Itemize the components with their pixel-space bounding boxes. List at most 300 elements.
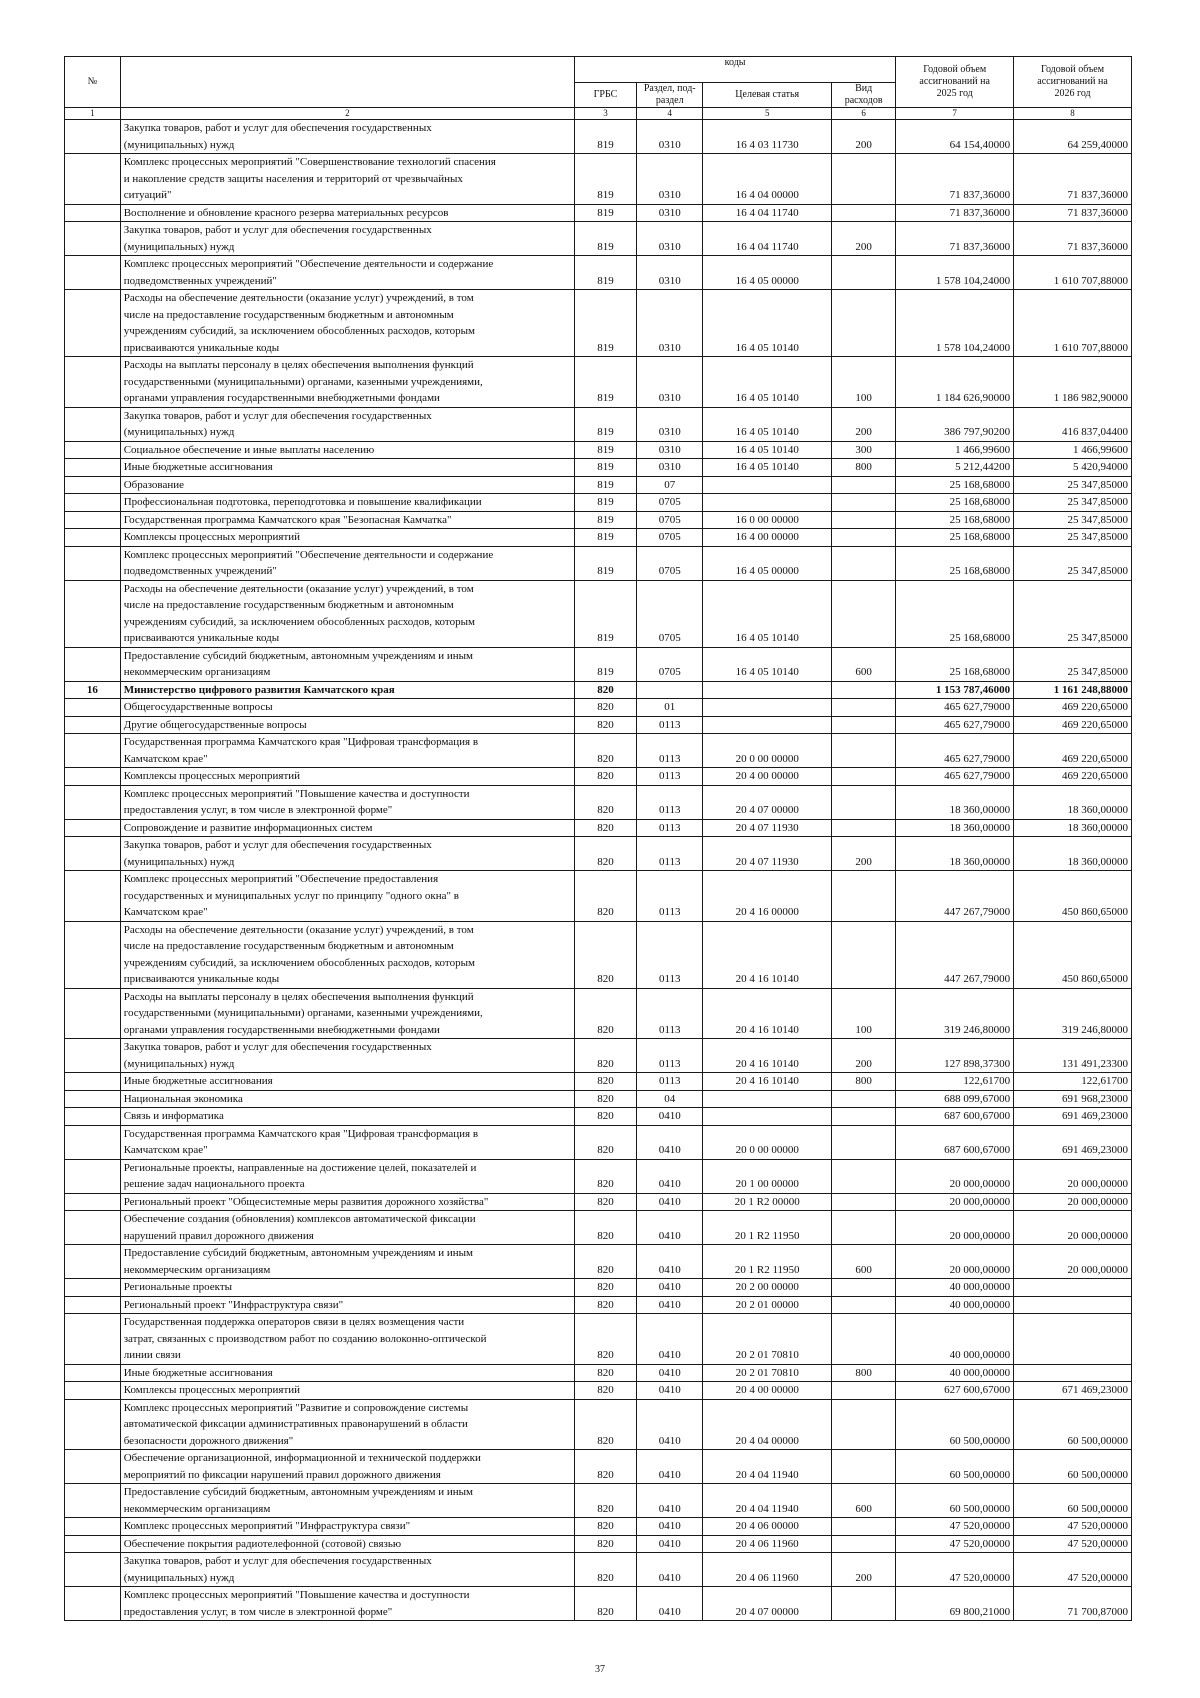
amount-2025: 18 360,00000 bbox=[896, 819, 1014, 837]
section-code: 0310 bbox=[637, 204, 703, 222]
amount-2026: 25 347,85000 bbox=[1014, 546, 1132, 580]
row-number bbox=[65, 459, 121, 477]
expense-type-code bbox=[832, 1518, 896, 1536]
grbs-code: 820 bbox=[574, 1279, 636, 1297]
item-name bbox=[120, 681, 574, 699]
amount-2025: 20 000,00000 bbox=[896, 1245, 1014, 1279]
grbs-code: 820 bbox=[574, 1125, 636, 1159]
item-name-text: Иные бюджетные ассигнования bbox=[123, 461, 273, 473]
amount-2026: 71 700,87000 bbox=[1014, 1587, 1132, 1621]
item-name-text: Социальное обеспечение и иные выплаты населению bbox=[123, 443, 375, 456]
table-row bbox=[65, 494, 1132, 512]
target-article-code: 20 0 00 00000 bbox=[703, 1125, 832, 1159]
item-name bbox=[120, 120, 574, 154]
row-number bbox=[65, 1296, 121, 1314]
row-number bbox=[65, 819, 121, 837]
amount-2025: 1 153 787,46000 bbox=[896, 681, 1014, 699]
target-article-code: 20 4 16 00000 bbox=[703, 871, 832, 922]
expense-type-code bbox=[832, 921, 896, 988]
amount-2026: 469 220,65000 bbox=[1014, 716, 1132, 734]
section-code: 0113 bbox=[637, 1073, 703, 1091]
amount-2025: 60 500,00000 bbox=[896, 1399, 1014, 1450]
item-name bbox=[120, 1518, 574, 1536]
table-row bbox=[65, 1518, 1132, 1536]
table-row bbox=[65, 837, 1132, 871]
expense-type-code bbox=[832, 529, 896, 547]
item-name bbox=[120, 1125, 574, 1159]
amount-2025: 47 520,00000 bbox=[896, 1535, 1014, 1553]
amount-2025: 18 360,00000 bbox=[896, 785, 1014, 819]
header-target-article: Целевая статья bbox=[703, 83, 832, 108]
row-number bbox=[65, 256, 121, 290]
row-number: 16 bbox=[65, 681, 121, 699]
row-number bbox=[65, 441, 121, 459]
section-code: 0113 bbox=[637, 819, 703, 837]
amount-2026 bbox=[1014, 1314, 1132, 1365]
expense-type-code: 600 bbox=[832, 1245, 896, 1279]
amount-2026 bbox=[1014, 1364, 1132, 1382]
row-number bbox=[65, 1159, 121, 1193]
section-code: 0410 bbox=[637, 1484, 703, 1518]
amount-2025: 25 168,68000 bbox=[896, 580, 1014, 647]
amount-2026: 450 860,65000 bbox=[1014, 871, 1132, 922]
row-number bbox=[65, 1484, 121, 1518]
table-row bbox=[65, 1553, 1132, 1587]
amount-2026: 469 220,65000 bbox=[1014, 699, 1132, 717]
section-code: 0705 bbox=[637, 580, 703, 647]
item-name bbox=[120, 407, 574, 441]
item-name bbox=[120, 1314, 574, 1365]
item-name bbox=[120, 1039, 574, 1073]
item-name-text: Обеспечение создания (обновления) комплексов автоматической фиксации нарушений правил дорожного движения bbox=[123, 1213, 476, 1242]
grbs-code: 819 bbox=[574, 546, 636, 580]
section-code: 0410 bbox=[637, 1518, 703, 1536]
expense-type-code bbox=[832, 154, 896, 205]
target-article-code: 16 4 05 10140 bbox=[703, 441, 832, 459]
table-row bbox=[65, 871, 1132, 922]
section-code: 0410 bbox=[637, 1382, 703, 1400]
section-code: 0410 bbox=[637, 1587, 703, 1621]
table-row bbox=[65, 819, 1132, 837]
amount-2025: 25 168,68000 bbox=[896, 529, 1014, 547]
item-name-text: Восполнение и обновление красного резерва материальных ресурсов bbox=[123, 206, 449, 219]
item-name-text: Расходы на обеспечение деятельности (оказание услуг) учреждений, в том числе на предоставление государственным бюджетным и автономным учреждениям субсидий, за исключением обособленных расходов, которым присваиваются уникальные коды bbox=[123, 582, 475, 644]
section-code: 0113 bbox=[637, 871, 703, 922]
section-code: 04 bbox=[637, 1090, 703, 1108]
item-name-text: Государственная поддержка операторов связи в целях возмещения части затрат, связанных с производством работ по созданию волоконно-оптической линии связи bbox=[123, 1316, 487, 1361]
row-number bbox=[65, 1587, 121, 1621]
expense-type-code bbox=[832, 511, 896, 529]
section-code: 0113 bbox=[637, 1039, 703, 1073]
table-row bbox=[65, 681, 1132, 699]
amount-2026: 131 491,23300 bbox=[1014, 1039, 1132, 1073]
grbs-code: 820 bbox=[574, 1296, 636, 1314]
row-number bbox=[65, 699, 121, 717]
amount-2025: 69 800,21000 bbox=[896, 1587, 1014, 1621]
amount-2026: 1 186 982,90000 bbox=[1014, 357, 1132, 408]
amount-2026: 1 610 707,88000 bbox=[1014, 290, 1132, 357]
amount-2026: 122,61700 bbox=[1014, 1073, 1132, 1091]
section-code: 0705 bbox=[637, 494, 703, 512]
item-name-text: Сопровождение и развитие информационных систем bbox=[123, 821, 373, 834]
expense-type-code bbox=[832, 1108, 896, 1126]
grbs-code: 820 bbox=[574, 1553, 636, 1587]
amount-2025: 64 154,40000 bbox=[896, 120, 1014, 154]
item-name-text: Государственная программа Камчатского края "Цифровая трансформация в Камчатском крае" bbox=[123, 1127, 479, 1156]
target-article-code: 16 4 05 00000 bbox=[703, 256, 832, 290]
item-name-text: Расходы на выплаты персоналу в целях обеспечения выполнения функций государственными (муниципальными) органами, казенными учреждениями, органами управления государственными внебюджетными фондами bbox=[123, 990, 483, 1036]
grbs-code: 820 bbox=[574, 1039, 636, 1073]
target-article-code: 20 4 04 11940 bbox=[703, 1484, 832, 1518]
section-code: 01 bbox=[637, 699, 703, 717]
expense-type-code: 200 bbox=[832, 1039, 896, 1073]
grbs-code: 820 bbox=[574, 1159, 636, 1193]
grbs-code: 820 bbox=[574, 1364, 636, 1382]
table-row bbox=[65, 1364, 1132, 1382]
item-name bbox=[120, 921, 574, 988]
section-code: 0113 bbox=[637, 921, 703, 988]
grbs-code: 819 bbox=[574, 459, 636, 477]
grbs-code: 819 bbox=[574, 511, 636, 529]
expense-type-code: 200 bbox=[832, 407, 896, 441]
item-name-text: Обеспечение организационной, информационной и технической поддержки мероприятий по фиксации нарушений правил дорожного движения bbox=[123, 1452, 481, 1481]
target-article-code: 20 4 04 11940 bbox=[703, 1450, 832, 1484]
item-name bbox=[120, 459, 574, 477]
amount-2025: 25 168,68000 bbox=[896, 476, 1014, 494]
target-article-code: 20 4 07 11930 bbox=[703, 819, 832, 837]
amount-2025: 20 000,00000 bbox=[896, 1211, 1014, 1245]
row-number bbox=[65, 511, 121, 529]
item-name bbox=[120, 1279, 574, 1297]
table-row bbox=[65, 1245, 1132, 1279]
budget-table bbox=[64, 56, 1132, 1621]
target-article-code: 20 4 06 00000 bbox=[703, 1518, 832, 1536]
row-number bbox=[65, 647, 121, 681]
table-row bbox=[65, 580, 1132, 647]
table-row bbox=[65, 1399, 1132, 1450]
item-name-text: Региональные проекты bbox=[123, 1281, 233, 1293]
amount-2026: 25 347,85000 bbox=[1014, 647, 1132, 681]
item-name-text: Комплекс процессных мероприятий "Обеспечение деятельности и содержание подведомственных учреждений" bbox=[123, 258, 494, 287]
item-name-text: Комплекс процессных мероприятий "Повышение качества и доступности предоставления услуг, в том числе в электронной форме" bbox=[123, 1589, 470, 1618]
grbs-code: 819 bbox=[574, 120, 636, 154]
target-article-code: 16 4 04 11740 bbox=[703, 222, 832, 256]
row-number bbox=[65, 1125, 121, 1159]
expense-type-code bbox=[832, 699, 896, 717]
item-name-text: Закупка товаров, работ и услуг для обеспечения государственных (муниципальных) нужд bbox=[123, 1555, 432, 1584]
expense-type-code bbox=[832, 1399, 896, 1450]
row-number bbox=[65, 1535, 121, 1553]
row-number bbox=[65, 921, 121, 988]
item-name-text: Комплекс процессных мероприятий "Совершенствование технологий спасения и накопление средств защиты населения и территорий от чрезвычайных ситуаций" bbox=[123, 156, 496, 201]
section-code: 0410 bbox=[637, 1450, 703, 1484]
column-number: 8 bbox=[1014, 108, 1132, 120]
row-number bbox=[65, 120, 121, 154]
expense-type-code: 800 bbox=[832, 1364, 896, 1382]
column-number: 5 bbox=[703, 108, 832, 120]
item-name bbox=[120, 1090, 574, 1108]
amount-2026: 71 837,36000 bbox=[1014, 154, 1132, 205]
expense-type-code: 200 bbox=[832, 120, 896, 154]
row-number bbox=[65, 580, 121, 647]
item-name bbox=[120, 204, 574, 222]
table-row bbox=[65, 407, 1132, 441]
expense-type-code: 300 bbox=[832, 441, 896, 459]
section-code: 0310 bbox=[637, 459, 703, 477]
row-number bbox=[65, 785, 121, 819]
expense-type-code bbox=[832, 819, 896, 837]
grbs-code: 820 bbox=[574, 921, 636, 988]
row-number bbox=[65, 222, 121, 256]
section-code bbox=[637, 681, 703, 699]
grbs-code: 819 bbox=[574, 529, 636, 547]
target-article-code: 16 4 05 00000 bbox=[703, 546, 832, 580]
amount-2026 bbox=[1014, 1279, 1132, 1297]
section-code: 0113 bbox=[637, 988, 703, 1039]
target-article-code: 16 4 05 10140 bbox=[703, 580, 832, 647]
amount-2026: 20 000,00000 bbox=[1014, 1211, 1132, 1245]
target-article-code: 16 4 05 10140 bbox=[703, 459, 832, 477]
grbs-code: 820 bbox=[574, 734, 636, 768]
item-name bbox=[120, 1211, 574, 1245]
grbs-code: 820 bbox=[574, 837, 636, 871]
expense-type-code bbox=[832, 1211, 896, 1245]
expense-type-code bbox=[832, 1314, 896, 1365]
section-code: 0113 bbox=[637, 734, 703, 768]
item-name-text: Комплекс процессных мероприятий "Обеспечение деятельности и содержание подведомственных учреждений" bbox=[123, 548, 494, 577]
item-name-text: Предоставление субсидий бюджетным, автономным учреждениям и иным некоммерческим организациям bbox=[123, 1486, 473, 1515]
item-name bbox=[120, 837, 574, 871]
section-code: 0310 bbox=[637, 357, 703, 408]
row-number bbox=[65, 1450, 121, 1484]
item-name-text: Закупка товаров, работ и услуг для обеспечения государственных (муниципальных) нужд bbox=[123, 839, 432, 868]
amount-2026: 691 968,23000 bbox=[1014, 1090, 1132, 1108]
amount-2025: 20 000,00000 bbox=[896, 1159, 1014, 1193]
item-name-text: Образование bbox=[123, 478, 184, 491]
row-number bbox=[65, 1108, 121, 1126]
target-article-code: 16 4 04 11740 bbox=[703, 204, 832, 222]
table-row bbox=[65, 716, 1132, 734]
item-name-text: Связь и информатика bbox=[123, 1110, 224, 1122]
item-name bbox=[120, 1553, 574, 1587]
target-article-code: 20 2 01 70810 bbox=[703, 1364, 832, 1382]
table-row bbox=[65, 1535, 1132, 1553]
column-number: 4 bbox=[637, 108, 703, 120]
grbs-code: 819 bbox=[574, 204, 636, 222]
expense-type-code: 800 bbox=[832, 459, 896, 477]
grbs-code: 820 bbox=[574, 699, 636, 717]
target-article-code bbox=[703, 681, 832, 699]
column-number: 2 bbox=[120, 108, 574, 120]
row-number bbox=[65, 1382, 121, 1400]
column-number: 6 bbox=[832, 108, 896, 120]
target-article-code: 16 4 05 10140 bbox=[703, 290, 832, 357]
amount-2026: 18 360,00000 bbox=[1014, 785, 1132, 819]
item-name bbox=[120, 1399, 574, 1450]
target-article-code bbox=[703, 716, 832, 734]
row-number bbox=[65, 716, 121, 734]
expense-type-code: 600 bbox=[832, 647, 896, 681]
column-number: 3 bbox=[574, 108, 636, 120]
amount-2025: 465 627,79000 bbox=[896, 734, 1014, 768]
table-row bbox=[65, 154, 1132, 205]
table-header bbox=[65, 57, 1132, 120]
amount-2026: 64 259,40000 bbox=[1014, 120, 1132, 154]
section-code: 0410 bbox=[637, 1314, 703, 1365]
grbs-code: 819 bbox=[574, 441, 636, 459]
table-row bbox=[65, 290, 1132, 357]
amount-2025: 386 797,90200 bbox=[896, 407, 1014, 441]
section-code: 0310 bbox=[637, 441, 703, 459]
amount-2026: 47 520,00000 bbox=[1014, 1553, 1132, 1587]
amount-2025: 20 000,00000 bbox=[896, 1193, 1014, 1211]
expense-type-code bbox=[832, 1382, 896, 1400]
expense-type-code: 800 bbox=[832, 1073, 896, 1091]
amount-2025: 25 168,68000 bbox=[896, 546, 1014, 580]
grbs-code: 819 bbox=[574, 154, 636, 205]
amount-2025: 1 466,99600 bbox=[896, 441, 1014, 459]
section-code: 0410 bbox=[637, 1245, 703, 1279]
section-code: 0705 bbox=[637, 546, 703, 580]
item-name-text: Комплекс процессных мероприятий "Повышение качества и доступности предоставления услуг, в том числе в электронной форме" bbox=[123, 787, 470, 816]
amount-2026: 469 220,65000 bbox=[1014, 734, 1132, 768]
row-number bbox=[65, 204, 121, 222]
grbs-code: 820 bbox=[574, 785, 636, 819]
table-row bbox=[65, 1039, 1132, 1073]
grbs-code: 820 bbox=[574, 1484, 636, 1518]
amount-2026: 25 347,85000 bbox=[1014, 511, 1132, 529]
section-code: 0310 bbox=[637, 256, 703, 290]
header-grbs: ГРБС bbox=[574, 83, 636, 108]
page-number: 37 bbox=[595, 1664, 605, 1675]
amount-2025: 18 360,00000 bbox=[896, 837, 1014, 871]
table-row bbox=[65, 529, 1132, 547]
target-article-code: 20 4 07 00000 bbox=[703, 785, 832, 819]
grbs-code: 819 bbox=[574, 357, 636, 408]
table-row bbox=[65, 204, 1132, 222]
target-article-code: 20 4 04 00000 bbox=[703, 1399, 832, 1450]
item-name bbox=[120, 785, 574, 819]
expense-type-code: 600 bbox=[832, 1484, 896, 1518]
table-row bbox=[65, 120, 1132, 154]
target-article-code: 20 4 07 11930 bbox=[703, 837, 832, 871]
item-name-text: Региональный проект "Общесистемные меры развития дорожного хозяйства" bbox=[123, 1195, 489, 1208]
table-row bbox=[65, 699, 1132, 717]
row-number bbox=[65, 1314, 121, 1365]
item-name bbox=[120, 1245, 574, 1279]
amount-2025: 688 099,67000 bbox=[896, 1090, 1014, 1108]
item-name-text: Расходы на обеспечение деятельности (оказание услуг) учреждений, в том числе на предоставление государственным бюджетным и автономным учреждениям субсидий, за исключением обособленных расходов, которым присваиваются уникальные коды bbox=[123, 923, 475, 985]
row-number bbox=[65, 1553, 121, 1587]
target-article-code: 20 4 16 10140 bbox=[703, 1073, 832, 1091]
expense-type-code bbox=[832, 476, 896, 494]
target-article-code: 20 4 06 11960 bbox=[703, 1553, 832, 1587]
table-row bbox=[65, 1211, 1132, 1245]
table-row bbox=[65, 222, 1132, 256]
amount-2026: 691 469,23000 bbox=[1014, 1125, 1132, 1159]
section-code: 0310 bbox=[637, 154, 703, 205]
grbs-code: 820 bbox=[574, 1382, 636, 1400]
item-name bbox=[120, 222, 574, 256]
item-name bbox=[120, 1073, 574, 1091]
item-name bbox=[120, 1159, 574, 1193]
item-name bbox=[120, 441, 574, 459]
amount-2025: 465 627,79000 bbox=[896, 768, 1014, 786]
header-volume-2026: Годовой объем ассигнований на 2026 год bbox=[1014, 57, 1132, 108]
amount-2025: 1 184 626,90000 bbox=[896, 357, 1014, 408]
section-code: 0410 bbox=[637, 1364, 703, 1382]
expense-type-code bbox=[832, 546, 896, 580]
grbs-code: 820 bbox=[574, 819, 636, 837]
item-name bbox=[120, 476, 574, 494]
amount-2026: 60 500,00000 bbox=[1014, 1399, 1132, 1450]
target-article-code bbox=[703, 1108, 832, 1126]
table-row bbox=[65, 1279, 1132, 1297]
amount-2025: 465 627,79000 bbox=[896, 716, 1014, 734]
grbs-code: 820 bbox=[574, 681, 636, 699]
target-article-code: 16 4 04 00000 bbox=[703, 154, 832, 205]
amount-2026: 20 000,00000 bbox=[1014, 1245, 1132, 1279]
target-article-code: 20 4 07 00000 bbox=[703, 1587, 832, 1621]
section-code: 0705 bbox=[637, 511, 703, 529]
row-number bbox=[65, 494, 121, 512]
row-number bbox=[65, 529, 121, 547]
item-name-text: Закупка товаров, работ и услуг для обеспечения государственных (муниципальных) нужд bbox=[123, 1041, 432, 1070]
item-name-text: Региональные проекты, направленные на достижение целей, показателей и решение задач национального проекта bbox=[123, 1161, 477, 1190]
expense-type-code: 200 bbox=[832, 1553, 896, 1587]
amount-2025: 687 600,67000 bbox=[896, 1125, 1014, 1159]
row-number bbox=[65, 407, 121, 441]
table-row bbox=[65, 647, 1132, 681]
amount-2026: 416 837,04400 bbox=[1014, 407, 1132, 441]
expense-type-code: 200 bbox=[832, 222, 896, 256]
table-row bbox=[65, 1484, 1132, 1518]
item-name bbox=[120, 580, 574, 647]
column-number: 7 bbox=[896, 108, 1014, 120]
grbs-code: 819 bbox=[574, 647, 636, 681]
item-name bbox=[120, 1587, 574, 1621]
expense-type-code bbox=[832, 716, 896, 734]
grbs-code: 820 bbox=[574, 1535, 636, 1553]
amount-2025: 687 600,67000 bbox=[896, 1108, 1014, 1126]
expense-type-code bbox=[832, 871, 896, 922]
row-number bbox=[65, 1245, 121, 1279]
item-name-text: Комплекс процессных мероприятий "Развитие и сопровождение системы автоматической фиксации административных правонарушений в области безопасности дорожного движения" bbox=[123, 1401, 469, 1447]
item-name-text: Иные бюджетные ассигнования bbox=[123, 1075, 273, 1087]
target-article-code: 16 4 05 10140 bbox=[703, 407, 832, 441]
item-name-text: Министерство цифрового развития Камчатского края bbox=[123, 683, 395, 696]
grbs-code: 820 bbox=[574, 1518, 636, 1536]
table-row bbox=[65, 1296, 1132, 1314]
amount-2025: 25 168,68000 bbox=[896, 647, 1014, 681]
amount-2025: 447 267,79000 bbox=[896, 921, 1014, 988]
target-article-code: 16 4 03 11730 bbox=[703, 120, 832, 154]
item-name-text: Обеспечение покрытия радиотелефонной (сотовой) связью bbox=[123, 1537, 402, 1550]
amount-2025: 25 168,68000 bbox=[896, 511, 1014, 529]
grbs-code: 819 bbox=[574, 494, 636, 512]
section-code: 0310 bbox=[637, 222, 703, 256]
expense-type-code bbox=[832, 681, 896, 699]
grbs-code: 819 bbox=[574, 290, 636, 357]
table-row bbox=[65, 511, 1132, 529]
target-article-code: 16 0 00 00000 bbox=[703, 511, 832, 529]
expense-type-code bbox=[832, 256, 896, 290]
row-number bbox=[65, 357, 121, 408]
item-name bbox=[120, 1108, 574, 1126]
amount-2025: 71 837,36000 bbox=[896, 222, 1014, 256]
item-name bbox=[120, 819, 574, 837]
section-code: 0410 bbox=[637, 1399, 703, 1450]
